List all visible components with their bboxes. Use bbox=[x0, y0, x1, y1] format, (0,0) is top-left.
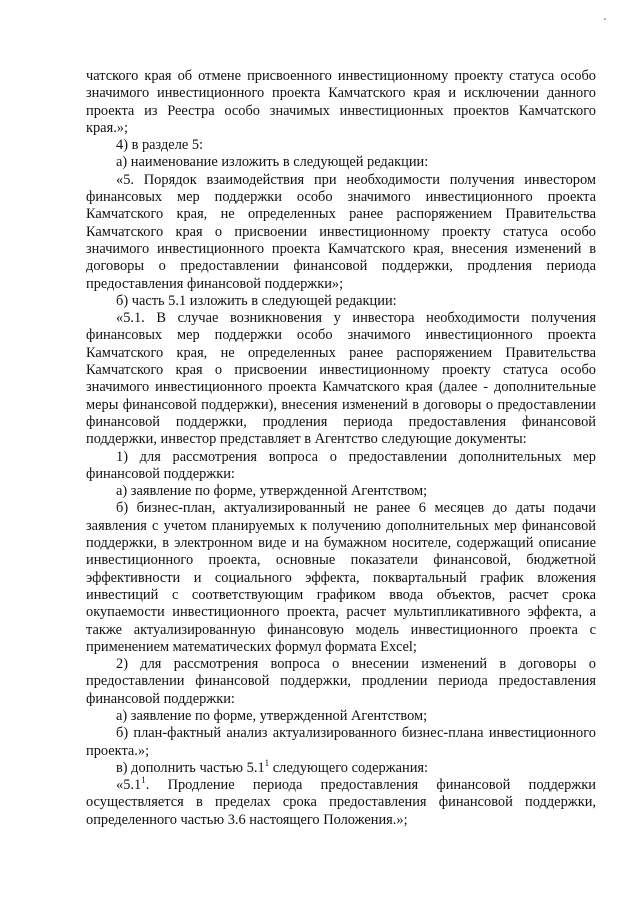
paragraph-text: . Продление периода предоставления финансовой поддержки осуществляется в пределах срока предоставления финансовой поддержки, определенного частью 3.6 настоящего Положения.»; bbox=[86, 777, 596, 828]
paragraph: б) часть 5.1 изложить в следующей редакции: bbox=[116, 292, 397, 309]
paragraph-text: следующего содержания: bbox=[269, 759, 429, 776]
paragraph: а) заявление по форме, утвержденной Агентством; bbox=[116, 707, 428, 724]
paragraph: «5. Порядок взаимодействия при необходимости получения инвестором финансовых мер поддержки особо значимого инвестиционного проекта Камчатского края, не определенных ранее распоряжением Правительства Камчатского края о присвоении инвестиционному проекту статуса особо значимого инвестиционного проекта Камчатского края, внесения изменений в договоры о предоставлении финансовой поддержки, продления периода предоставления финансовой поддержки»; bbox=[86, 171, 596, 292]
paragraph: 2) для рассмотрения вопроса о внесении изменений в договоры о предоставлении финансовой поддержки, продлении периода предоставления финансовой поддержки: bbox=[86, 656, 596, 707]
paragraph-text: «5.1 bbox=[116, 777, 142, 794]
paragraph: б) план-фактный анализ актуализированного бизнес-плана инвестиционного проекта.»; bbox=[86, 725, 596, 759]
paragraph: чатского края об отмене присвоенного инвестиционному проекту статуса особо значимого инвестиционного проекта Камчатского края и исключении данного проекта из Реестра особо значимых инвестиционных проектов Камчатского края.»; bbox=[86, 68, 596, 136]
scan-speck bbox=[604, 18, 606, 20]
superscript: 1 bbox=[264, 758, 270, 769]
paragraph: «5.1. В случае возникновения у инвестора необходимости получения финансовых мер поддержки особо значимого инвестиционного проекта Камчатского края, не определенных ранее распоряжением Правительства Камчатского края о присвоении инвестиционному проекту статуса особо значимого инвестиционного проекта Камчатского края (далее - дополнительные меры финансовой поддержки), внесения изменений в договоры о предоставлении финансовой поддержки, продления периода предоставления финансовой поддержки, инвестор представляет в Агентство следующие документы: bbox=[86, 310, 596, 448]
paragraph bbox=[86, 760, 596, 777]
paragraph: а) заявление по форме, утвержденной Агентством; bbox=[116, 483, 428, 500]
paragraph: а) наименование изложить в следующей редакции: bbox=[116, 154, 429, 171]
superscript: 1 bbox=[141, 775, 146, 786]
paragraph: 1) для рассмотрения вопроса о предоставлении дополнительных мер финансовой поддержки: bbox=[86, 448, 596, 482]
paragraph: 4) в разделе 5: bbox=[116, 137, 204, 154]
paragraph: б) бизнес-план, актуализированный не ранее 6 месяцев до даты подачи заявления с учетом планируемых к получению дополнительных мер финансовой поддержки, в электронном виде и на бумажном носителе, содержащий описание инвестиционного проекта, основные показатели финансовой, бюджетной эффективности и социального эффекта, поквартальный график вложения инвестиций с соответствующим графиком ввода объектов, расчет срока окупаемости инвестиционного проекта, расчет мультипликативного эффекта, а также актуализированную финансовую модель инвестиционного проекта с применением математических формул формата Excel; bbox=[86, 500, 596, 655]
paragraph-text: в) дополнить частью 5.1 bbox=[116, 759, 265, 776]
document-body bbox=[86, 68, 596, 829]
paragraph bbox=[86, 777, 596, 829]
